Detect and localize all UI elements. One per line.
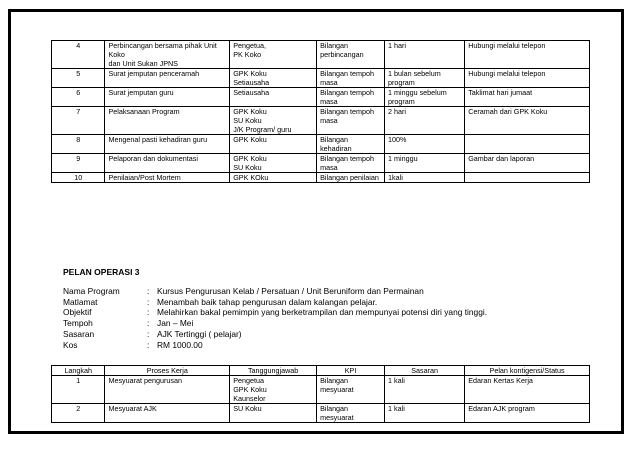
cell-proses: Mesyuarat AJK — [105, 404, 230, 423]
table-row — [52, 69, 590, 88]
cell-kpi: Bilangan penilaian — [317, 173, 385, 183]
cell-proses: Mengenal pasti kehadiran guru — [105, 135, 230, 154]
cell-no: 10 — [52, 173, 105, 183]
cell-no: 7 — [52, 107, 105, 135]
cell-tanggungjawab: GPK Koku SU Koku — [230, 154, 317, 173]
cell-kpi: Bilangan mesyuarat — [317, 376, 385, 404]
cell-kpi: Bilangan tempoh masa — [317, 154, 385, 173]
plan-heading: PELAN OPERASI 3 — [63, 267, 140, 277]
cell-tanggungjawab: GPK Koku Setiausaha — [230, 69, 317, 88]
cell-tanggungjawab: GPK Koku SU Koku J/K Program/ guru — [230, 107, 317, 135]
cell-no: 2 — [52, 404, 105, 423]
activity-table-bottom — [51, 365, 590, 423]
cell-sasaran: 1 minggu sebelum program — [385, 88, 465, 107]
header-pelan: Pelan kontigensi/Status — [465, 366, 590, 376]
cell-no: 4 — [52, 41, 105, 69]
header-proses: Proses Kerja — [105, 366, 230, 376]
cell-pelan — [465, 135, 590, 154]
header-langkah: Langkah — [52, 366, 105, 376]
table-row — [52, 154, 590, 173]
cell-sasaran: 1 hari — [385, 41, 465, 69]
table-header-row — [52, 366, 590, 376]
cell-kpi: Bilangan kehadiran — [317, 135, 385, 154]
cell-tanggungjawab: GPK Koku — [230, 135, 317, 154]
cell-pelan: Hubungi melalui telepon — [465, 69, 590, 88]
field-sasaran: Sasaran : AJK Tertinggi ( pelajar) — [63, 328, 242, 339]
cell-tanggungjawab: Setiausaha — [230, 88, 317, 107]
cell-pelan: Edaran AJK program — [465, 404, 590, 423]
cell-sasaran: 100% — [385, 135, 465, 154]
cell-tanggungjawab: Pengetua GPK Koku Kaunselor — [230, 376, 317, 404]
cell-sasaran: 1 minggu — [385, 154, 465, 173]
cell-pelan: Gambar dan laporan — [465, 154, 590, 173]
cell-kpi: Bilangan tempoh masa — [317, 107, 385, 135]
cell-no: 1 — [52, 376, 105, 404]
field-nama-program: Nama Program : Kursus Pengurusan Kelab / Persatuan / Unit Beruniform dan Permainan — [63, 286, 424, 296]
cell-sasaran: 1 kali — [385, 404, 465, 423]
cell-pelan: Ceramah dari GPK Koku — [465, 107, 590, 135]
field-objektif: Objektif : Melahirkan bakal pemimpin yang berketrampilan dan mempunyai potensi diri yang tinggi. — [63, 307, 488, 318]
table-row — [52, 88, 590, 107]
table-row — [52, 376, 590, 404]
cell-proses: Perbincangan bersama pihak Unit Koko dan Unit Sukan JPNS — [105, 41, 230, 69]
cell-sasaran: 1kali — [385, 173, 465, 183]
cell-no: 8 — [52, 135, 105, 154]
cell-sasaran: 1 kali — [385, 376, 465, 404]
cell-proses: Penilaian/Post Mortem — [105, 173, 230, 183]
field-tempoh: Tempoh : Jan – Mei — [63, 318, 194, 329]
cell-no: 5 — [52, 69, 105, 88]
cell-tanggungjawab: GPK KOku — [230, 173, 317, 183]
cell-proses: Surat jemputan guru — [105, 88, 230, 107]
table-row — [52, 107, 590, 135]
header-tanggungjawab: Tanggungjawab — [230, 366, 317, 376]
cell-tanggungjawab: SU Koku — [230, 404, 317, 423]
cell-sasaran: 2 hari — [385, 107, 465, 135]
cell-proses: Pelaksanaan Program — [105, 107, 230, 135]
header-sasaran: Sasaran — [385, 366, 465, 376]
cell-no: 6 — [52, 88, 105, 107]
cell-no: 9 — [52, 154, 105, 173]
cell-kpi: Bilangan tempoh masa — [317, 69, 385, 88]
cell-proses: Surat jemputan penceramah — [105, 69, 230, 88]
field-kos: Kos : RM 1000.00 — [63, 339, 203, 350]
cell-proses: Mesyuarat pengurusan — [105, 376, 230, 404]
activity-table-top — [51, 40, 590, 183]
field-matlamat: Matlamat : Menambah baik tahap pengurusan dalam kalangan pelajar. — [63, 296, 378, 307]
cell-kpi: Bilangan tempoh masa — [317, 88, 385, 107]
cell-pelan — [465, 173, 590, 183]
cell-tanggungjawab: Pengetua, PK Koko — [230, 41, 317, 69]
cell-sasaran: 1 bulan sebelum program — [385, 69, 465, 88]
table-row — [52, 41, 590, 69]
header-kpi: KPI — [317, 366, 385, 376]
cell-pelan: Taklimat hari jumaat — [465, 88, 590, 107]
cell-pelan: Edaran Kertas Kerja — [465, 376, 590, 404]
plan-fields — [63, 286, 487, 350]
cell-proses: Pelaporan dan dokumentasi — [105, 154, 230, 173]
table-row — [52, 135, 590, 154]
table-row — [52, 404, 590, 423]
cell-kpi: Bilangan mesyuarat — [317, 404, 385, 423]
table-row — [52, 173, 590, 183]
cell-pelan: Hubungi melalui telepon — [465, 41, 590, 69]
cell-kpi: Bilangan perbincangan — [317, 41, 385, 69]
